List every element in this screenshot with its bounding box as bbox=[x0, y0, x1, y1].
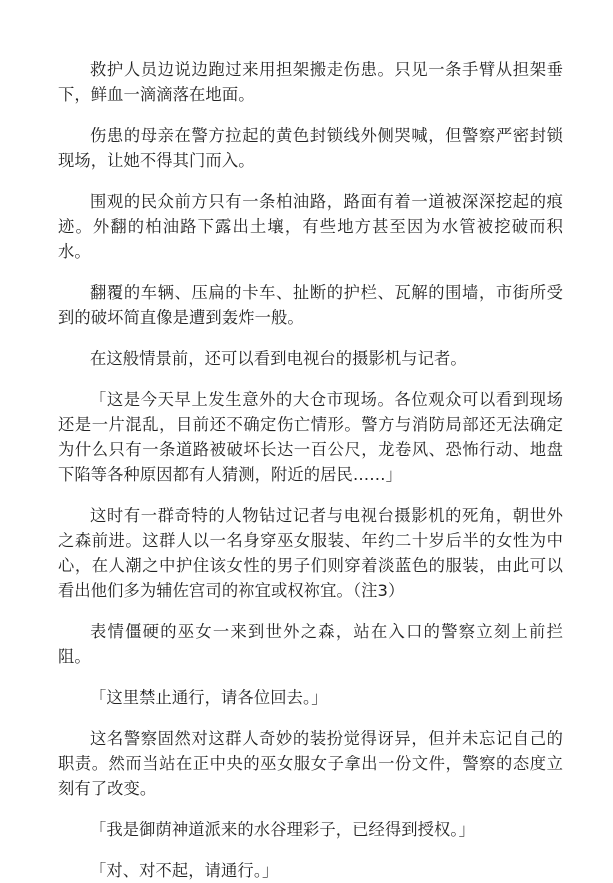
paragraph: 「对、对不起，请通行。」 bbox=[90, 861, 279, 880]
paragraph: 伤患的母亲在警方拉起的黄色封锁线外侧哭喊，但警察严密封锁现场，让她不得其门而入。 bbox=[58, 126, 563, 170]
paragraph: 表情僵硬的巫女一来到世外之森，站在入口的警察立刻上前拦阻。 bbox=[58, 622, 563, 666]
paragraph: 这名警察固然对这群人奇妙的装扮觉得讶异，但并未忘记自己的职责。然而当站在正中央的巫女服女子拿出一份文件，警察的态度立刻有了改变。 bbox=[58, 729, 563, 798]
paragraph: 围观的民众前方只有一条柏油路，路面有着一道被深深挖起的痕迹。外翻的柏油路下露出土壤，有些地方甚至因为水管被挖破而积水。 bbox=[58, 192, 563, 261]
paragraph: 救护人员边说边跑过来用担架搬走伤患。只见一条手臂从担架垂下，鲜血一滴滴落在地面。 bbox=[58, 60, 563, 104]
paragraph: 翻覆的车辆、压扁的卡车、扯断的护栏、瓦解的围墙，市街所受到的破坏简直像是遭到轰炸一般。 bbox=[58, 283, 563, 327]
paragraph: 在这般情景前，还可以看到电视台的摄影机与记者。 bbox=[90, 349, 467, 368]
paragraph: 「我是御荫神道派来的水谷理彩子，已经得到授权。」 bbox=[90, 820, 476, 839]
paragraph: 这时有一群奇特的人物钻过记者与电视台摄影机的死角，朝世外之森前进。这群人以一名身穿巫女服装、年约二十岁后半的女性为中心，在人潮之中护住该女性的男子们则穿着淡蓝色的服装，由此可以看出他们多为辅佐宫司的祢宜或权祢宜。（注3） bbox=[58, 506, 563, 600]
paragraph: 「这里禁止通行，请各位回去。」 bbox=[90, 688, 328, 707]
paragraph: 「这是今天早上发生意外的大仓市现场。各位观众可以看到现场还是一片混乱，目前还不确定伤亡情形。警方与消防局部还无法确定为什么只有一条道路被破坏长达一百公尺，龙卷风、恐怖行动、地盘下陷等各种原因都有人猜测，附近的居民……」 bbox=[58, 390, 563, 484]
